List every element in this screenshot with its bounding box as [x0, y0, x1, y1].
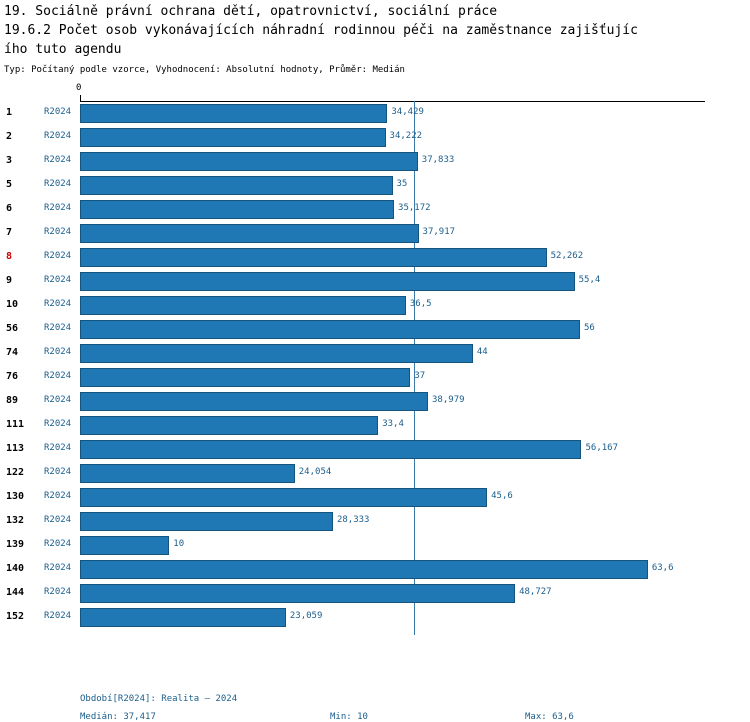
- row-index-label: 74: [6, 347, 19, 358]
- row-index-label: 5: [6, 179, 13, 190]
- table-row[interactable]: [0, 438, 750, 462]
- row-series-label: R2024: [44, 395, 72, 405]
- row-series-label: R2024: [44, 419, 72, 429]
- table-row[interactable]: [0, 414, 750, 438]
- bar[interactable]: [80, 224, 419, 243]
- bar[interactable]: [80, 560, 648, 579]
- table-row[interactable]: [0, 150, 750, 174]
- table-row[interactable]: [0, 462, 750, 486]
- bar[interactable]: [80, 296, 406, 315]
- bar-value-label: 37,917: [422, 227, 456, 237]
- bar-value-label: 36,5: [409, 299, 432, 309]
- bar[interactable]: [80, 128, 386, 147]
- bar-value-label: 33,4: [382, 419, 404, 429]
- row-index-label: 9: [6, 275, 13, 286]
- footer-period: Období[R2024]: Realita – 2024: [80, 694, 238, 704]
- bar-track: [80, 176, 393, 195]
- row-series-label: R2024: [44, 299, 72, 309]
- row-index-label: 113: [6, 443, 25, 454]
- row-series-label: R2024: [44, 515, 72, 525]
- row-index-label: 152: [6, 611, 25, 622]
- bar[interactable]: [80, 152, 418, 171]
- row-index-label: 2: [6, 131, 13, 142]
- row-series-label: R2024: [44, 467, 72, 477]
- row-index-label: 130: [6, 491, 25, 502]
- table-row[interactable]: [0, 558, 750, 582]
- table-row[interactable]: [0, 270, 750, 294]
- row-series-label: R2024: [44, 371, 72, 381]
- chart-subtitle: Typ: Počítaný podle vzorce, Vyhodnocení: Absolutní hodnoty, Průměr: Medián: [4, 65, 405, 75]
- chart-header: [0, 0, 750, 77]
- row-index-label: 6: [6, 203, 13, 214]
- bar-rows: [0, 102, 750, 630]
- table-row[interactable]: [0, 606, 750, 630]
- bar-value-label: 34,222: [389, 131, 423, 141]
- bar[interactable]: [80, 416, 378, 435]
- bar-value-label: 35,172: [398, 203, 431, 213]
- row-index-label: 56: [6, 323, 19, 334]
- page-title-line1: 19. Sociálně právní ochrana dětí, opatrovnictví, sociální práce: [4, 4, 498, 19]
- bar-value-label: 35: [396, 179, 408, 189]
- table-row[interactable]: [0, 246, 750, 270]
- row-index-label: 10: [6, 299, 19, 310]
- row-series-label: R2024: [44, 611, 72, 621]
- row-index-label: 139: [6, 539, 25, 550]
- bar-value-label: 38,979: [432, 395, 465, 405]
- row-index-label: 122: [6, 467, 25, 478]
- row-series-label: R2024: [44, 491, 72, 501]
- bar-track: [80, 320, 580, 339]
- row-series-label: R2024: [44, 107, 72, 117]
- table-row[interactable]: [0, 390, 750, 414]
- bar[interactable]: [80, 392, 428, 411]
- axis-zero-label: 0: [76, 83, 82, 93]
- page-title-line3: ího tuto agendu: [4, 42, 122, 57]
- bar-value-label: 10: [173, 539, 185, 549]
- bar-track: [80, 440, 581, 459]
- bar-track: [80, 416, 378, 435]
- footer-median: Medián: 37,417: [80, 712, 156, 722]
- bar-value-label: 48,727: [519, 587, 552, 597]
- row-series-label: R2024: [44, 347, 72, 357]
- bar-track: [80, 200, 394, 219]
- bar-track: [80, 152, 418, 171]
- bar-value-label: 24,054: [298, 467, 332, 477]
- bar-track: [80, 296, 406, 315]
- bar-track: [80, 224, 419, 243]
- bar-value-label: 56,167: [585, 443, 618, 453]
- bar-value-label: 45,6: [491, 491, 513, 501]
- bar-track: [80, 560, 648, 579]
- row-series-label: R2024: [44, 443, 72, 453]
- row-series-label: R2024: [44, 323, 72, 333]
- bar[interactable]: [80, 248, 547, 267]
- row-series-label: R2024: [44, 539, 72, 549]
- row-index-label: 1: [6, 107, 13, 118]
- bar-track: [80, 344, 473, 363]
- row-series-label: R2024: [44, 179, 72, 189]
- bar-track: [80, 368, 410, 387]
- table-row[interactable]: [0, 582, 750, 606]
- bar-track: [80, 608, 286, 627]
- row-series-label: R2024: [44, 227, 72, 237]
- row-series-label: R2024: [44, 563, 72, 573]
- bar[interactable]: [80, 176, 393, 195]
- table-row[interactable]: [0, 510, 750, 534]
- table-row[interactable]: [0, 294, 750, 318]
- row-index-label: 89: [6, 395, 19, 406]
- table-row[interactable]: [0, 222, 750, 246]
- bar[interactable]: [80, 272, 575, 291]
- bar[interactable]: [80, 440, 581, 459]
- row-series-label: R2024: [44, 275, 72, 285]
- table-row[interactable]: [0, 486, 750, 510]
- row-index-label: 7: [6, 227, 13, 238]
- bar[interactable]: [80, 608, 286, 627]
- table-row[interactable]: [0, 342, 750, 366]
- bar-track: [80, 392, 428, 411]
- bar-value-label: 34,429: [391, 107, 424, 117]
- row-series-label: R2024: [44, 251, 72, 261]
- bar[interactable]: [80, 344, 473, 363]
- table-row[interactable]: [0, 318, 750, 342]
- bar[interactable]: [80, 368, 410, 387]
- table-row[interactable]: [0, 126, 750, 150]
- bar-value-label: 52,262: [550, 251, 584, 261]
- table-row[interactable]: [0, 534, 750, 558]
- bar-track: [80, 584, 515, 603]
- table-row[interactable]: [0, 174, 750, 198]
- footer-min: Min: 10: [330, 712, 368, 722]
- bar-value-label: 37,833: [421, 155, 455, 165]
- bar-value-label: 37: [414, 371, 426, 381]
- bar[interactable]: [80, 488, 487, 507]
- table-row[interactable]: [0, 198, 750, 222]
- bar-track: [80, 248, 547, 267]
- bar-value-label: 28,333: [336, 515, 370, 525]
- bar-track: [80, 128, 386, 147]
- bar-track: [80, 512, 333, 531]
- row-series-label: R2024: [44, 203, 72, 213]
- chart-plot-area: [0, 83, 750, 643]
- row-index-label: 76: [6, 371, 19, 382]
- bar[interactable]: [80, 512, 333, 531]
- row-index-label: 3: [6, 155, 13, 166]
- bar-value-label: 44: [476, 347, 488, 357]
- bar-track: [80, 464, 295, 483]
- row-series-label: R2024: [44, 155, 72, 165]
- row-series-label: R2024: [44, 587, 72, 597]
- row-index-label: 132: [6, 515, 25, 526]
- row-index-label: 140: [6, 563, 25, 574]
- bar[interactable]: [80, 320, 580, 339]
- bar[interactable]: [80, 536, 169, 555]
- bar[interactable]: [80, 104, 387, 123]
- bar-value-label: 56: [584, 323, 595, 333]
- bar[interactable]: [80, 464, 295, 483]
- table-row[interactable]: [0, 102, 750, 126]
- bar-track: [80, 104, 387, 123]
- bar[interactable]: [80, 200, 394, 219]
- table-row[interactable]: [0, 366, 750, 390]
- row-index-label: 111: [6, 419, 25, 430]
- bar-track: [80, 536, 169, 555]
- row-series-label: R2024: [44, 131, 72, 141]
- row-index-label: 8: [6, 251, 13, 262]
- bar[interactable]: [80, 584, 515, 603]
- row-index-label: 144: [6, 587, 25, 598]
- footer-max: Max: 63,6: [525, 712, 574, 722]
- page-title-line2: 19.6.2 Počet osob vykonávajících náhradní rodinnou péči na zaměstnance zajišťujíc: [4, 23, 638, 38]
- bar-value-label: 63,6: [651, 563, 674, 573]
- bar-track: [80, 272, 575, 291]
- bar-value-label: 23,059: [289, 611, 323, 621]
- bar-track: [80, 488, 487, 507]
- bar-value-label: 55,4: [578, 275, 601, 285]
